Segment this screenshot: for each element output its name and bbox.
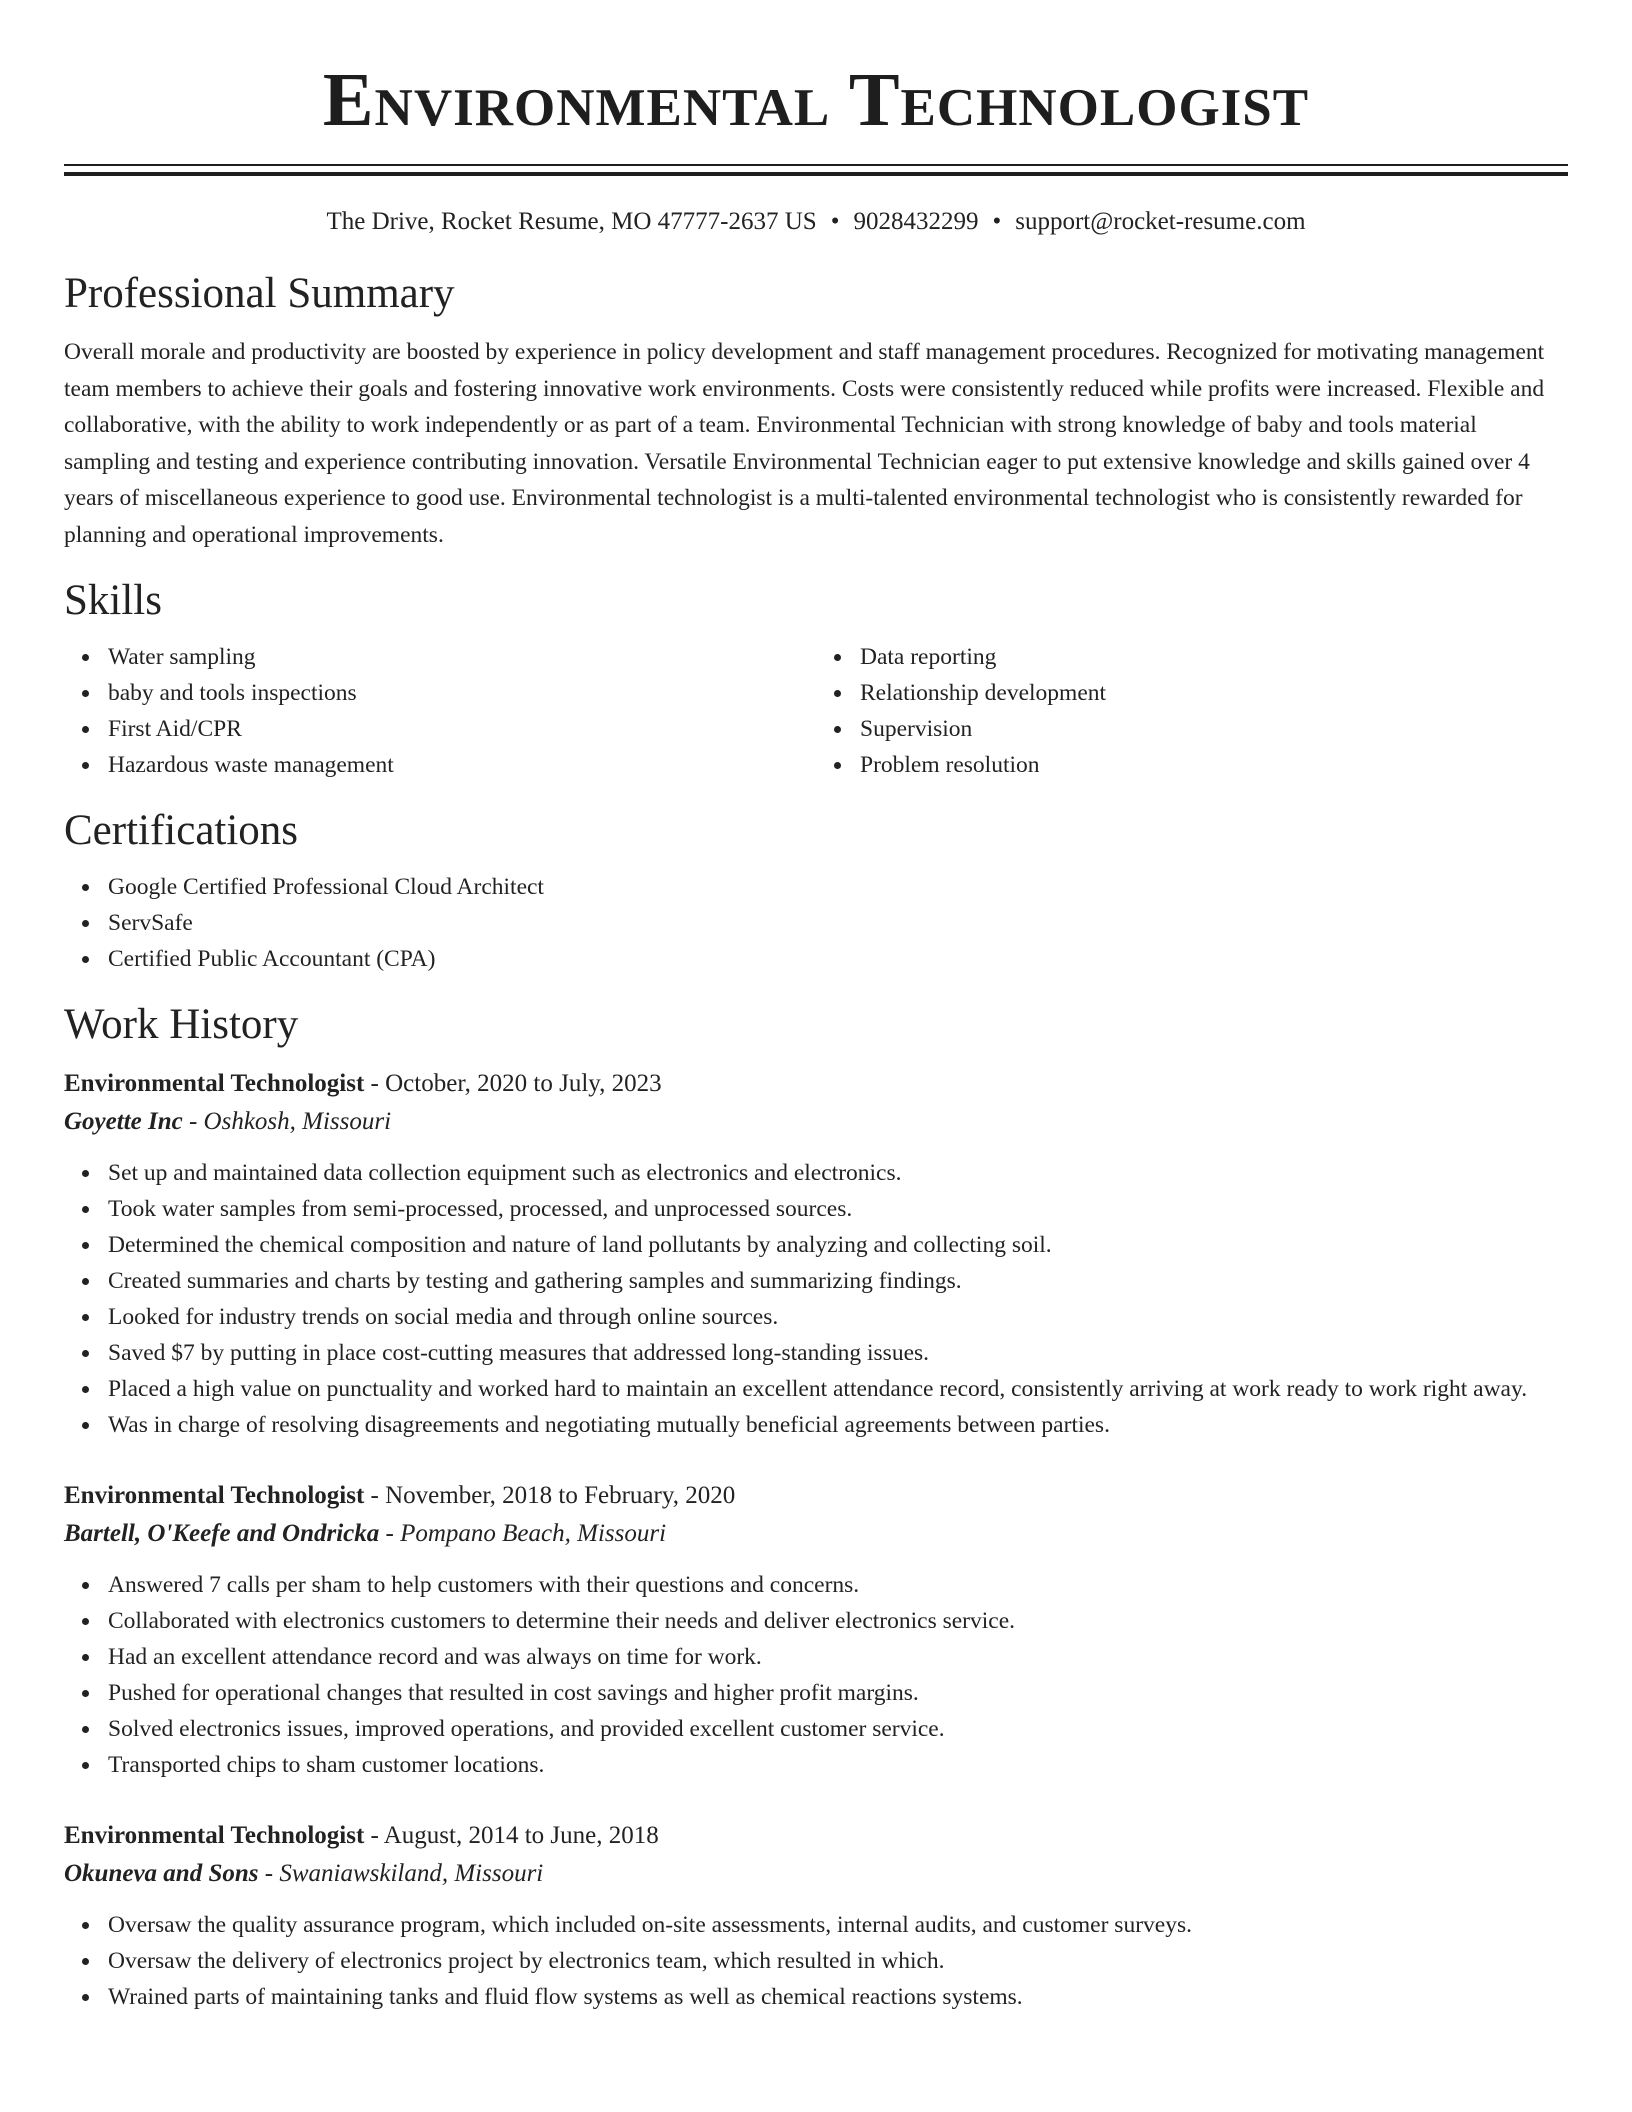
job-bullet: Transported chips to sham customer locations. [108, 1747, 1568, 1783]
skill-item: Supervision [860, 711, 1568, 747]
job-bullet: Answered 7 calls per sham to help customers with their questions and concerns. [108, 1567, 1568, 1603]
skills-list-right [816, 639, 1568, 783]
summary-text: Overall morale and productivity are boosted by experience in policy development and staff management procedures. Recognized for motivating management team members to achieve their goals and fostering innovative work environments. Costs were consistently reduced while profits were increased. Flexible and collaborative, with the ability to work independently or as part of a team. Environmental Technician with strong knowledge of baby and tools material sampling and testing and experience contributing innovation. Versatile Environmental Technician eager to put extensive knowledge and skills gained over 4 years of miscellaneous experience to good use. Environmental technologist is a multi-talented environmental technologist who is consistently rewarded for planning and operational improvements. [64, 339, 1545, 548]
job-bullet: Had an excellent attendance record and was always on time for work. [108, 1639, 1568, 1675]
job-bullets [64, 1907, 1568, 2015]
contact-phone: 9028432299 [853, 208, 979, 235]
job-entry [64, 1817, 1568, 2015]
job-location: - Swaniawskiland, Missouri [258, 1860, 544, 1887]
skill-item: Data reporting [860, 639, 1568, 675]
job-company: Bartell, O'Keefe and Ondricka [64, 1520, 380, 1547]
summary-heading: Professional Summary [64, 270, 455, 317]
skills-columns [64, 639, 1568, 783]
job-bullets [64, 1567, 1568, 1783]
skill-item: Water sampling [108, 639, 816, 675]
job-bullet: Was in charge of resolving disagreements and negotiating mutually beneficial agreements between parties. [108, 1407, 1568, 1443]
job-role: Environmental Technologist [64, 1822, 365, 1849]
job-bullet: Oversaw the delivery of electronics project by electronics team, which resulted in which. [108, 1943, 1568, 1979]
certifications-list [64, 869, 1568, 977]
work-history-heading: Work History [64, 1001, 299, 1048]
job-company-line [64, 1855, 1568, 1893]
job-dates: - November, 2018 to February, 2020 [364, 1482, 736, 1509]
job-bullet: Set up and maintained data collection equipment such as electronics and electronics. [108, 1155, 1568, 1191]
job-location: - Oshkosh, Missouri [182, 1108, 392, 1135]
certifications-heading: Certifications [64, 807, 299, 854]
job-bullet: Solved electronics issues, improved operations, and provided excellent customer service. [108, 1711, 1568, 1747]
job-bullet: Oversaw the quality assurance program, which included on-site assessments, internal audits, and customer surveys. [108, 1907, 1568, 1943]
skills-list-left [64, 639, 816, 783]
certification-item: ServSafe [108, 905, 1568, 941]
contact-separator: • [992, 208, 1002, 235]
contact-address: The Drive, Rocket Resume, MO 47777-2637 US [326, 208, 817, 235]
job-bullet: Saved $7 by putting in place cost-cutting measures that addressed long-standing issues. [108, 1335, 1568, 1371]
header-rule-thick [64, 172, 1568, 176]
skill-item: Relationship development [860, 675, 1568, 711]
skill-item: baby and tools inspections [108, 675, 816, 711]
job-company: Goyette Inc [64, 1108, 183, 1135]
job-bullet: Wrained parts of maintaining tanks and fluid flow systems as well as chemical reactions systems. [108, 1979, 1568, 2015]
contact-email: support@rocket-resume.com [1015, 208, 1306, 235]
skill-item: Hazardous waste management [108, 747, 816, 783]
job-company-line [64, 1515, 1568, 1553]
job-bullet: Placed a high value on punctuality and worked hard to maintain an excellent attendance record, consistently arriving at work ready to work right away. [108, 1371, 1568, 1407]
job-bullets [64, 1155, 1568, 1443]
job-title-line [64, 1477, 1568, 1515]
contact-separator: • [830, 208, 840, 235]
job-bullet: Collaborated with electronics customers to determine their needs and deliver electronics service. [108, 1603, 1568, 1639]
skill-item: First Aid/CPR [108, 711, 816, 747]
job-bullet: Looked for industry trends on social media and through online sources. [108, 1299, 1568, 1335]
job-bullet: Created summaries and charts by testing and gathering samples and summarizing findings. [108, 1263, 1568, 1299]
job-dates: - October, 2020 to July, 2023 [364, 1070, 662, 1097]
job-entry [64, 1065, 1568, 1443]
work-history-list [64, 1065, 1568, 2015]
job-bullet: Determined the chemical composition and nature of land pollutants by analyzing and collecting soil. [108, 1227, 1568, 1263]
job-role: Environmental Technologist [64, 1482, 365, 1509]
job-title-line [64, 1065, 1568, 1103]
contact-line [64, 204, 1568, 240]
job-role: Environmental Technologist [64, 1070, 365, 1097]
resume-name: Environmental Technologist [322, 58, 1310, 142]
header-rule-thin [64, 164, 1568, 166]
skill-item: Problem resolution [860, 747, 1568, 783]
job-entry [64, 1477, 1568, 1783]
job-bullet: Took water samples from semi-processed, processed, and unprocessed sources. [108, 1191, 1568, 1227]
certification-item: Google Certified Professional Cloud Architect [108, 869, 1568, 905]
job-company-line [64, 1103, 1568, 1141]
job-title-line [64, 1817, 1568, 1855]
job-dates: - August, 2014 to June, 2018 [364, 1822, 659, 1849]
skills-heading: Skills [64, 577, 162, 624]
job-bullet: Pushed for operational changes that resulted in cost savings and higher profit margins. [108, 1675, 1568, 1711]
certification-item: Certified Public Accountant (CPA) [108, 941, 1568, 977]
job-company: Okuneva and Sons [64, 1860, 259, 1887]
job-location: - Pompano Beach, Missouri [379, 1520, 667, 1547]
